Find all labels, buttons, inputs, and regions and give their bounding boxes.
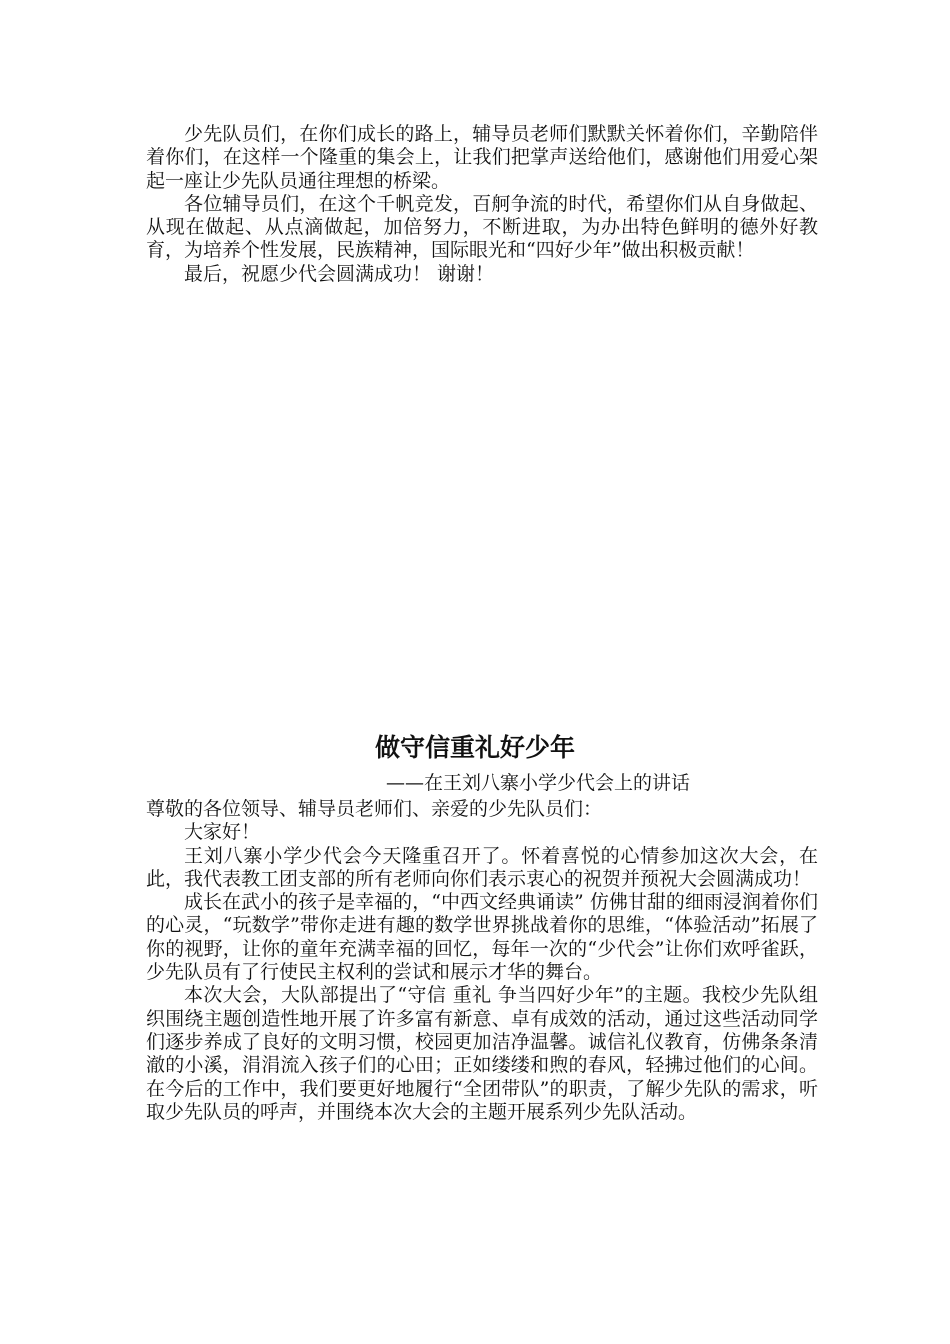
speech-ending-section: [146, 123, 818, 286]
salutation: 尊敬的各位领导、辅导员老师们、亲爱的少先队员们：: [146, 798, 603, 820]
paragraph: 大家好！: [184, 821, 261, 844]
paragraph: 本次大会，大队部提出了“守信 重礼 争当四好少年”的主题。我校少先队组织围绕主题创造性地开展了许多富有新意、卓有成效的活动，通过这些活动同学们逐步养成了良好的文明习惯，校园更加洁净温馨。诚信礼仪教育，仿佛条条清澈的小溪，涓涓流入孩子们的心田；正如缕缕和煦的春风，轻拂过他们的心间。在今后的工作中，我们要更好地履行“全团带队”的职责，了解少先队的需求，听取少先队员的呼声，并围绕本次大会的主题开展系列少先队活动。: [146, 984, 818, 1123]
paragraph: 成长在武小的孩子是幸福的，“中西文经典诵读” 仿佛甘甜的细雨浸润着你们的心灵，“玩数学”带你走进有趣的数学世界挑战着你的思维，“体验活动”拓展了你的视野，让你的童年充满幸福的回忆，每年一次的“少代会”让你们欢呼雀跃，少先队员有了行使民主权利的尝试和展示才华的舞台。: [146, 891, 818, 984]
speech-title: 做守信重礼好少年: [374, 733, 575, 762]
paragraph: 王刘八寨小学少代会今天隆重召开了。怀着喜悦的心情参加这次大会，在此，我代表教工团支部的所有老师向你们表示衷心的祝贺并预祝大会圆满成功！: [146, 844, 818, 890]
paragraph: 各位辅导员们，在这个千帆竞发，百舸争流的时代，希望你们从自身做起、从现在做起、从点滴做起，加倍努力，不断进取，为办出特色鲜明的德外好教育，为培养个性发展，民族精神，国际眼光和“四好少年”做出积极贡献！: [146, 192, 818, 262]
paragraph: 最后，祝愿少代会圆满成功！ 谢谢！: [184, 262, 495, 285]
paragraph: 少先队员们，在你们成长的路上，辅导员老师们默默关怀着你们，辛勤陪伴着你们，在这样一个隆重的集会上，让我们把掌声送给他们，感谢他们用爱心架起一座让少先队员通往理想的桥梁。: [146, 123, 818, 192]
speech-subtitle: ——在王刘八寨小学少代会上的讲话: [386, 772, 691, 794]
speech-body-section: [146, 798, 818, 1124]
